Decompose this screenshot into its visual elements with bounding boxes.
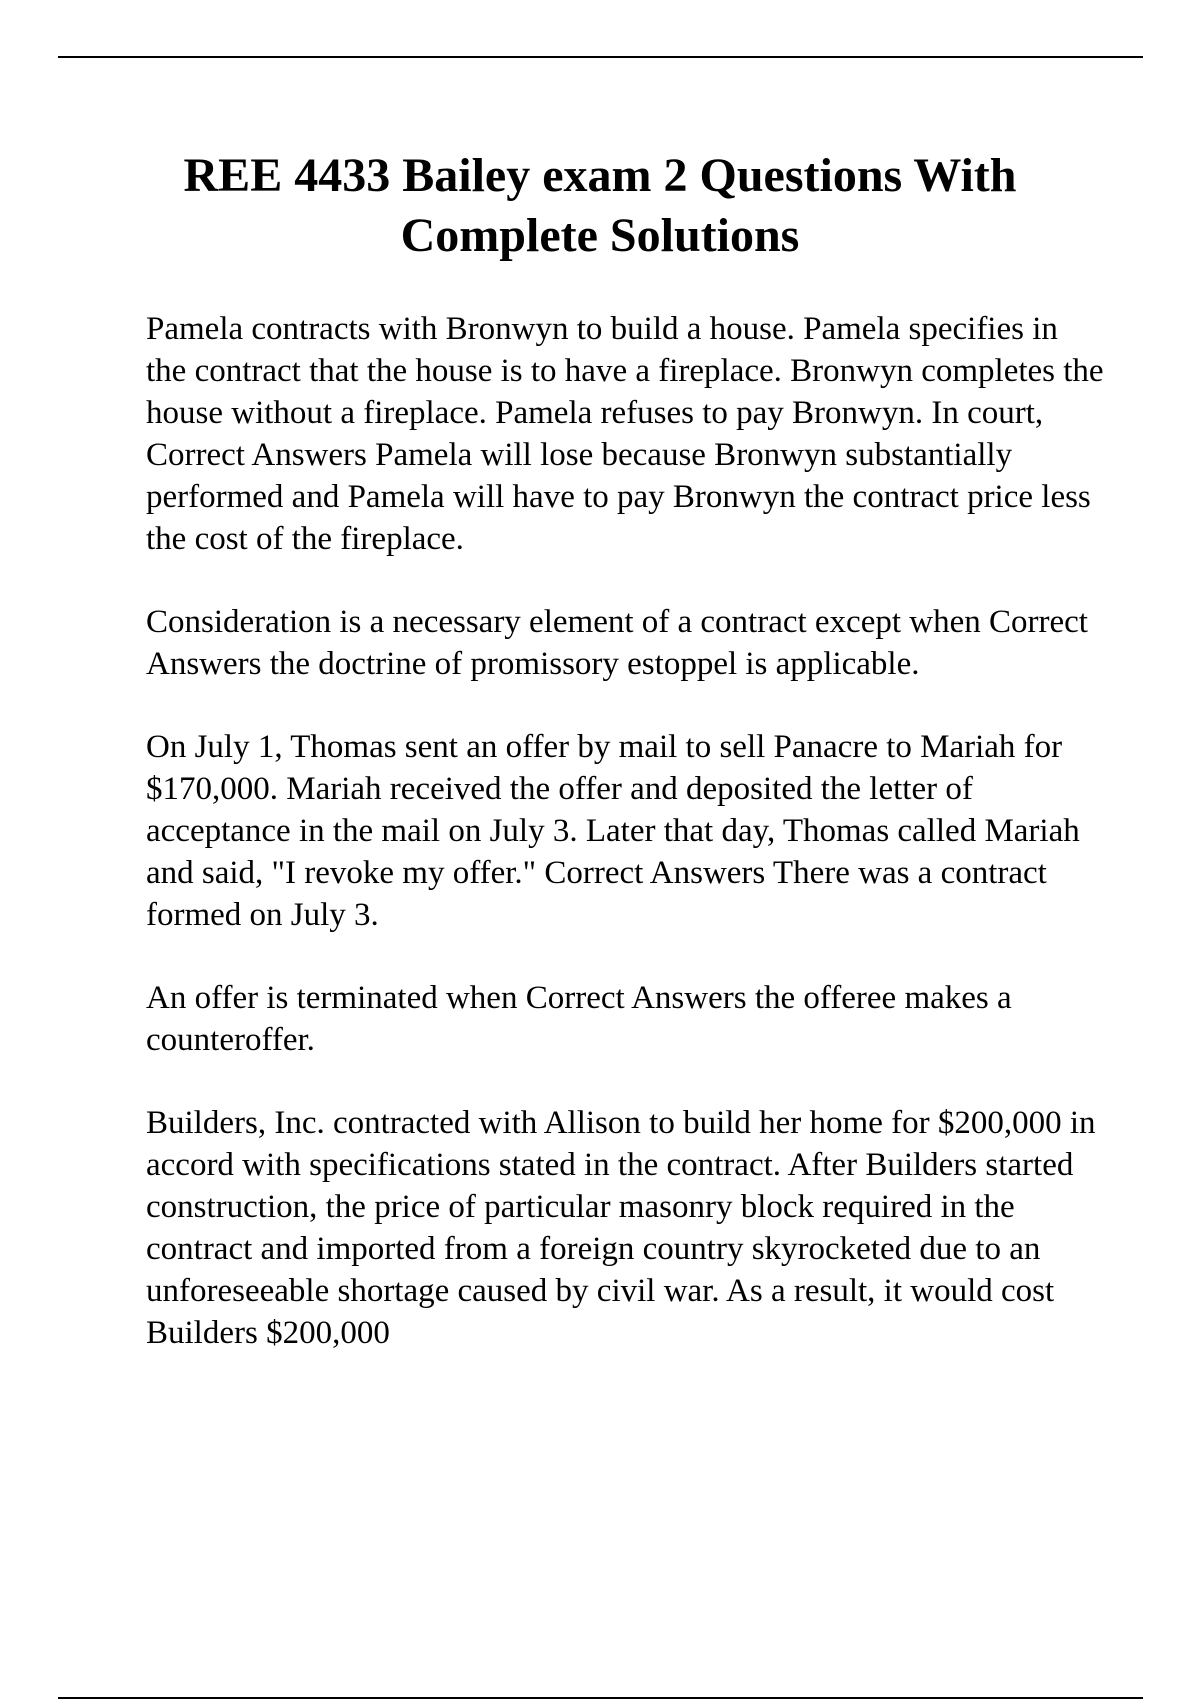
- question-text: On July 1, Thomas sent an offer by mail to sell Panacre to Mariah for $170,000. Mariah received the offer and deposited the letter of acceptance in the mail on July 3. Later that day, Thomas called Mariah and said, "I revoke my offer.": [146, 729, 1088, 891]
- answer-text: the offeree makes a counteroffer.: [146, 980, 1020, 1058]
- answer-text: There was a contract formed on July 3.: [146, 855, 1056, 933]
- question-text: Pamela contracts with Bronwyn to build a house. Pamela specifies in the contract that the house is to have a fireplace. Bronwyn completes the house without a fireplace. Pamela refuses to pay Bronwyn. In court,: [146, 311, 1112, 431]
- answer-marker: Correct Answers: [525, 980, 747, 1016]
- answer-marker: Correct Answers: [146, 604, 1095, 682]
- qa-item-1: [146, 308, 1112, 560]
- qa-item-2: [146, 601, 1106, 685]
- question-text: Consideration is a necessary element of a contract except when: [146, 604, 981, 640]
- answer-text: the doctrine of promissory estoppel is applicable.: [269, 646, 920, 682]
- qa-item-4: [146, 977, 1106, 1061]
- document-body: [146, 308, 1112, 1395]
- answer-marker: Correct Answers: [146, 437, 367, 473]
- page-title: REE 4433 Bailey exam 2 Questions With Complete Solutions: [183, 149, 1017, 262]
- top-rule: [58, 56, 1143, 58]
- qa-item-5: [146, 1102, 1106, 1354]
- answer-text: Pamela will lose because Bronwyn substantially performed and Pamela will have to pay Bronwyn the contract price less the cost of the fireplace.: [146, 437, 1100, 557]
- qa-item-3: [146, 726, 1106, 936]
- bottom-rule: [58, 1697, 1143, 1699]
- question-text: Builders, Inc. contracted with Allison to build her home for $200,000 in accord with specifications stated in the contract. After Builders started construction, the price of particular masonry block required in the contract and imported from a foreign country skyrocketed due to an unforeseeable shortage caused by civil war. As a result, it would cost Builders $200,000: [146, 1105, 1104, 1351]
- answer-marker: Correct Answers: [544, 855, 766, 891]
- question-text: An offer is terminated when: [146, 980, 518, 1016]
